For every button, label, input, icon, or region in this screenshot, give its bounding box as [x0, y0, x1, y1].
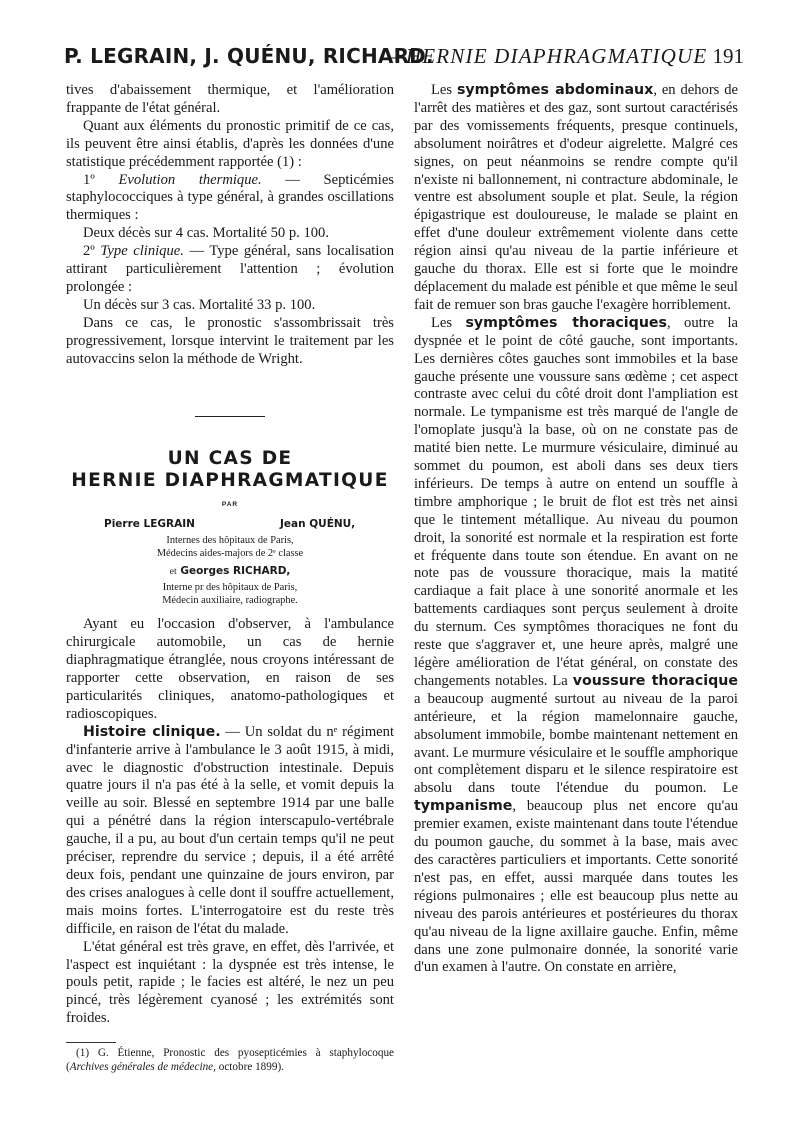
paragraph: Histoire clinique. — Un soldat du nᵉ régiment d'infanterie arrive à l'ambulance le 3 août 1915, à midi, avec le diagnostic d'obstruction intestinale. Depuis quatre jours il n'a pas été à la selle, et vomit depuis la veille au soir. Blessé en septembre 1914 par une balle qui a pénétré dans la région interscapulo-vertébrale gauche, il a pu, au bout d'un certain temps qu'il ne peut préciser, reprendre du service ; depuis, il a été arrêté deux fois, pendant une quinzaine de jours environ, par des crises analogues à celle dont il souffre actuellement, mais moins fortes. L'interrogatoire est du reste très difficile, en raison de l'état du malade.	[66, 723, 395, 937]
header-authors: P. LEGRAIN, J. QUÉNU, RICHARD.	[64, 44, 434, 68]
page-number: 191	[712, 44, 744, 68]
paragraph: Dans ce cas, le pronostic s'assombrissait très progressivement, lorsque intervint le traitement par les autovaccins selon la méthode de Wright.	[66, 314, 394, 367]
paragraph: Ayant eu l'occasion d'observer, à l'ambulance chirurgicale automobile, un cas de hernie diaphragmatique étranglée, nous croyons intéressant de rapporter cette observation, en raison de ses particularités cliniques, anatomo-pathologiques et radioscopiques.	[66, 616, 394, 722]
paragraph: L'état général est très grave, en effet, dès l'arrivée, et l'aspect est inquiétant : la dyspnée est très intense, le pouls petit, rapide ; le facies est altéré, le nez un peu pincé, très légèrement cyanosé ; les extrémités sont froides.	[66, 938, 394, 1027]
affiliation: Interne pr des hôpitaux de Paris,	[162, 582, 298, 594]
article-title: UN CAS DE HERNIE DIAPHRAGMATIQUE	[71, 447, 389, 491]
author-name: et Georges RICHARD,	[169, 565, 291, 578]
inline-heading: symptômes abdominaux	[456, 82, 654, 98]
inline-heading: symptômes thoraciques	[465, 314, 667, 331]
footnote-divider	[66, 1042, 116, 1043]
byline-par: PAR	[221, 500, 239, 508]
author-name: Jean QUÉNU,	[280, 518, 356, 531]
inline-heading: voussure thoracique	[572, 672, 738, 689]
paragraph: 2º Type clinique. — Type général, sans localisation attirant particulièrement l'attention ; évolution prolongée :	[66, 243, 394, 295]
affiliation: Médecin auxiliaire, radiographe.	[162, 595, 298, 607]
author-line	[66, 516, 394, 534]
affiliation: Médecins aides-majors de 2ᵉ classe	[156, 548, 304, 560]
paragraph: tives d'abaissement thermique, et l'amélioration frappante de l'état général.	[66, 82, 394, 116]
author-name: Pierre LEGRAIN	[104, 518, 195, 531]
paragraph: Un décès sur 3 cas. Mortalité 33 p. 100.	[83, 296, 316, 313]
left-column	[66, 82, 394, 1074]
section-divider	[195, 416, 265, 417]
paragraph: Les symptômes thoraciques, outre la dyspnée et le point de côté gauche, sont importants. Les dernières côtes gauches sont immobiles et la base gauche présente une voussure sans œdème ; cet aspect contraste avec celui du côté droit dont l'ampliation est normale. Le tympanisme est très marqué de l'angle de l'omoplate jusqu'à la base, où on ne constate pas de matité bien nette. Le murmure vésiculaire, diminué au sommet du poumon, est aboli dans ses deux tiers inférieurs. De temps à autre on entend un souffle à timbre amphorique ; le bruit de flot est très net ainsi que le tintement métallique. Au niveau du poumon droit, la sonorité est normale et la respiration est forte et fréquente dans toute son étendue. En avant on ne note pas de voussure thoracique, mais la matité cardiaque a fait place à une sonorité anormale et les battements cardiaques sont perçus seulement à droite du sternum. Ces symptômes thoraciques ne font du reste que s'aggraver et, une heure après, malgré une légère amélioration de l'état général, on constate des changements notables. La voussure thoracique a beaucoup augmenté surtout au niveau de la paroi antérieure, et la région mamelonnaire gauche, absolument immobile, bombe maintenant nettement en avant. Le murmure vésiculaire et le souffle amphorique ont complètement disparu et le silence respiratoire est absolu dans toute l'étendue du poumon. Le tympanisme, beaucoup plus net encore qu'au premier examen, existe maintenant dans toute l'étendue du poumon gauche, du sommet à la base, mais avec des caractères particuliers et importants. Cette sonorité n'est pas, en effet, aussi marquée dans toutes les régions pulmonaires ; elle est beaucoup plus nette au niveau des parois antérieures et postérieures du thorax qu'au niveau de la ligne axillaire gauche. Enfin, même dans une zone pulmonaire donnée, la sonorité varie d'un examen à l'autre. On constate en arrière,	[414, 314, 738, 976]
footnote: (1) G. Étienne, Pronostic des pyosepticémies à staphylocoque (Archives générales de médecine, octobre 1899).	[66, 1047, 394, 1074]
paragraph: 1º Evolution thermique. — Septicémies staphylococciques à type général, à grandes oscillations thermiques :	[66, 171, 394, 224]
section-heading: Histoire clinique.	[83, 723, 221, 740]
paragraph: Les symptômes abdominaux, en dehors de l'arrêt des matières et des gaz, sont surtout caractérisés par des vomissements fréquents, presque continuels, absolument noirâtres et d'odeur aigrelette. Malgré ces signes, on peut néanmoins se rendre compte qu'il n'existe ni ballonnement, ni contracture abdominale, le ventre est absolument souple et plat. Seule, la région épigastrique est douloureuse, le malade se plaint en effet d'une douleur extrêmement violente dans cette région ainsi qu'au niveau de la partie inférieure et gauche du thorax. Elle est si forte que le moindre déplacement du malade est pénible et que même le seul fait de remuer son bras gauche l'exagère horriblement.	[414, 82, 738, 313]
header-title: —HERNIE DIAPHRAGMATIQUE	[386, 44, 708, 68]
right-column	[414, 82, 738, 977]
running-header	[64, 44, 744, 78]
paragraph: Deux décès sur 4 cas. Mortalité 50 p. 100.	[83, 225, 330, 242]
inline-heading: tympanisme	[414, 798, 513, 815]
affiliation: Internes des hôpitaux de Paris,	[166, 535, 294, 547]
paragraph: Quant aux éléments du pronostic primitif de ce cas, ils peuvent être ainsi établis, d'après les données d'une statistique précédemment rapportée (1) :	[66, 117, 394, 170]
